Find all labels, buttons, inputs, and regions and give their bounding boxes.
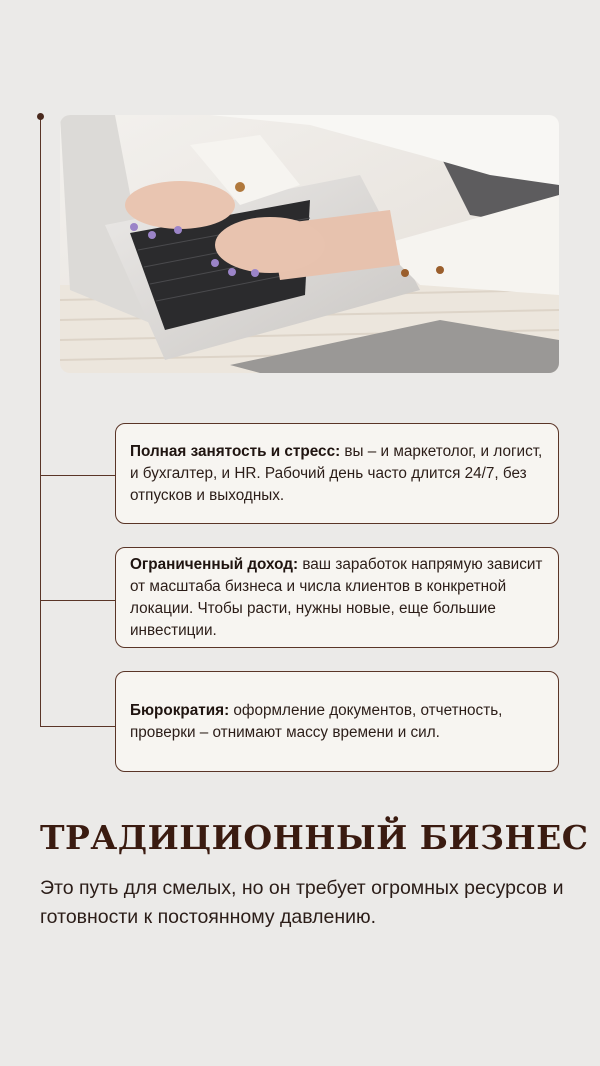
- timeline-branch: [40, 600, 115, 601]
- page-title: ТРАДИЦИОННЫЙ БИЗНЕС: [40, 818, 589, 857]
- timeline-line: [40, 116, 41, 726]
- card-full-employment: [115, 423, 559, 524]
- timeline-branch: [40, 726, 115, 727]
- card-text: вы – и маркетолог, и логист, и бухгалтер, и HR. Рабочий день часто длится 24/7, без отпусков и выходных.: [130, 442, 543, 504]
- timeline-branch: [40, 475, 115, 476]
- card-text: оформление документов, отчетность, проверки – отнимают массу времени и сил.: [130, 701, 503, 741]
- card-limited-income: [115, 547, 559, 648]
- card-text: ваш заработок напрямую зависит от масштаба бизнеса и числа клиентов в конкретной локации. Чтобы расти, нужны новые, еще большие инвестиции.: [130, 555, 543, 639]
- page-subtitle: Это путь для смелых, но он требует огромных ресурсов и готовности к постоянному давлению.: [40, 877, 564, 928]
- timeline-dot: [37, 113, 44, 120]
- card-label: Ограниченный доход:: [130, 555, 299, 573]
- card-label: Полная занятость и стресс:: [130, 442, 341, 460]
- laptop-photo: [60, 115, 559, 373]
- card-label: Бюрократия:: [130, 701, 230, 719]
- card-bureaucracy: [115, 671, 559, 772]
